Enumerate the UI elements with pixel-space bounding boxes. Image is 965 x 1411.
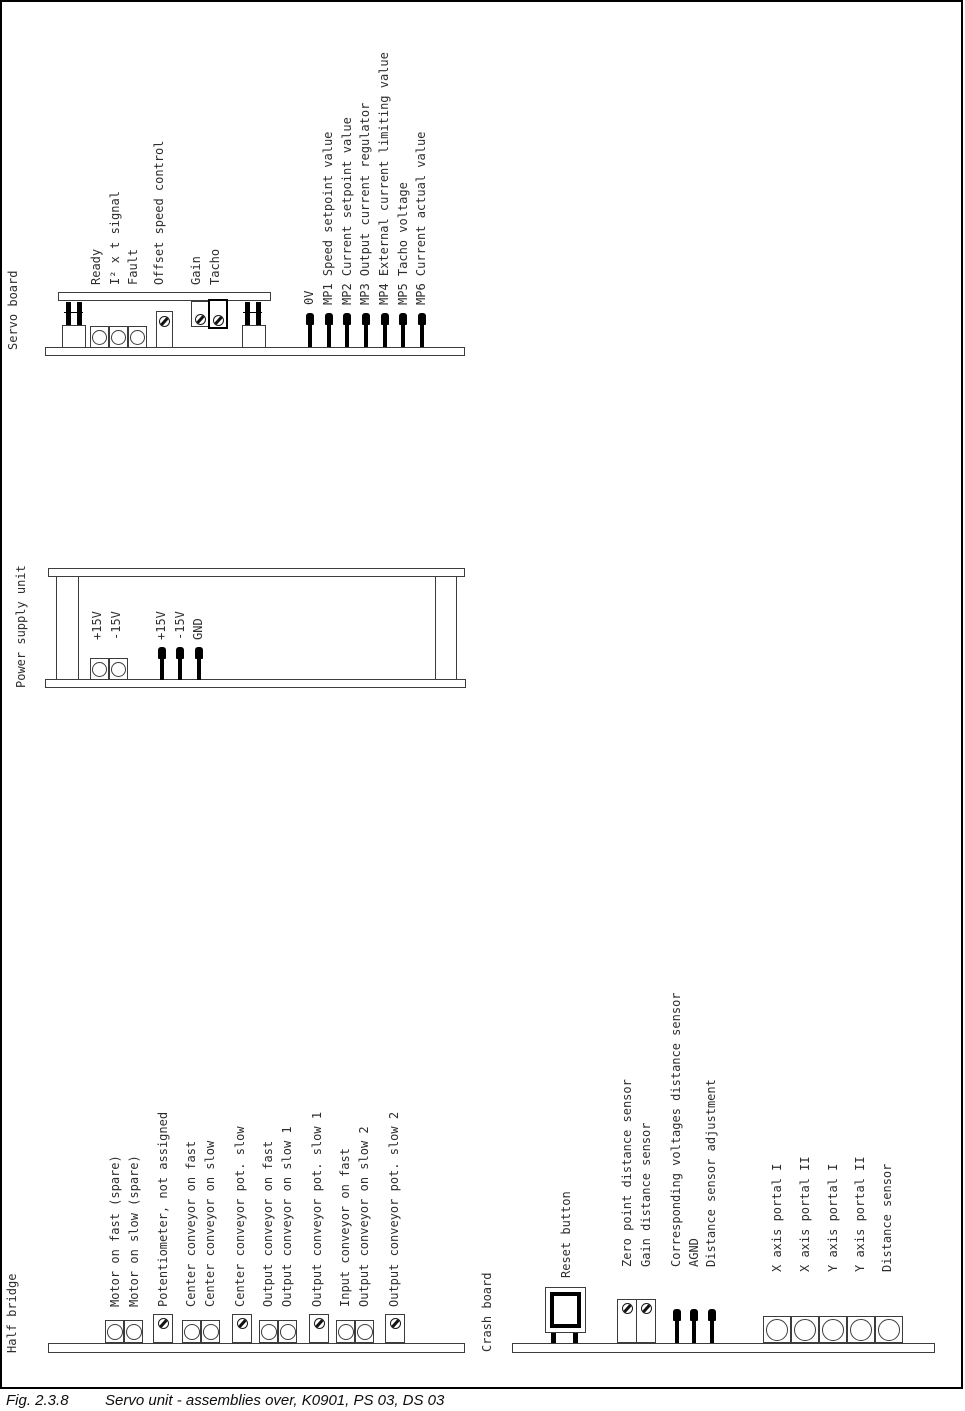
test-pin-stem: [401, 325, 405, 347]
label-zero-point-sensor: Zero point distance sensor: [620, 1079, 634, 1267]
figure-caption-label: Fig. 2.3.8: [6, 1392, 69, 1409]
test-pin-icon: [362, 313, 370, 325]
label-tacho: Tacho: [208, 248, 222, 285]
led-lens: [203, 1324, 219, 1340]
half-bridge-title: Half bridge: [5, 1273, 19, 1353]
label-output-conveyor-pot2: Output conveyor pot. slow 2: [387, 1111, 401, 1307]
led-lens: [357, 1324, 373, 1340]
label-fault: Fault: [126, 248, 140, 285]
label-tp-mp1: MP1 Speed setpoint value: [321, 131, 335, 305]
test-pin-stem: [383, 325, 387, 347]
label-center-conveyor-fast: Center conveyor on fast: [184, 1140, 198, 1307]
test-pin-stem: [308, 325, 312, 347]
led-lens: [280, 1324, 296, 1340]
test-pin-icon: [673, 1309, 681, 1321]
reset-button-leg: [573, 1333, 578, 1343]
half-bridge-base-plate: [48, 1343, 465, 1353]
label-tp-mp3: MP3 Output current regulator: [358, 102, 372, 305]
connector-crossbar: [64, 312, 83, 313]
led-lens: [111, 662, 126, 677]
led-lens: [261, 1324, 277, 1340]
led-indicator-icon: [819, 1316, 847, 1343]
potentiometer-icon: [156, 311, 173, 348]
label-pot-not-assigned: Potentiometer, not assigned: [156, 1111, 170, 1307]
led-lens: [822, 1319, 844, 1341]
led-indicator-icon: [875, 1316, 903, 1343]
label-x-axis-portal-1: X axis portal I: [770, 1163, 784, 1272]
test-pin-stem: [710, 1321, 714, 1343]
screw-slot-icon: [195, 314, 206, 325]
figure-caption-text: Servo unit - assemblies over, K0901, PS 03, DS 03: [105, 1392, 445, 1409]
label-corresponding-voltages: Corresponding voltages distance sensor: [669, 992, 683, 1267]
label-y-axis-portal-1: Y axis portal I: [826, 1163, 840, 1272]
led-indicator-icon: [791, 1316, 819, 1343]
connector-pin-icon: [256, 302, 261, 325]
connector-pin-icon: [245, 302, 250, 325]
test-pin-icon: [381, 313, 389, 325]
led-indicator-icon: [763, 1316, 791, 1343]
led-indicator-icon: [124, 1320, 143, 1343]
label-tp-mp2: MP2 Current setpoint value: [340, 117, 354, 305]
connector-pin-icon: [77, 302, 82, 325]
psu-side-column: [56, 574, 79, 681]
reset-button-leg: [551, 1333, 556, 1343]
potentiometer-icon: [232, 1314, 252, 1343]
test-pin-icon: [399, 313, 407, 325]
screw-slot-icon: [622, 1303, 633, 1314]
led-lens: [850, 1319, 872, 1341]
led-indicator-icon: [355, 1320, 374, 1343]
label-psu-pin-gnd: GND: [191, 618, 205, 640]
test-pin-icon: [708, 1309, 716, 1321]
connector-body: [242, 325, 266, 348]
screw-slot-icon: [314, 1318, 325, 1329]
label-gain-distance-sensor: Gain distance sensor: [639, 1122, 653, 1267]
led-indicator-icon: [336, 1320, 355, 1343]
servo-board-title: Servo board: [6, 270, 20, 350]
test-pin-stem: [675, 1321, 679, 1343]
label-psu-pin-m15v: -15V: [173, 611, 187, 640]
led-lens: [130, 330, 145, 345]
connector-crossbar: [243, 312, 262, 313]
label-ready: Ready: [89, 248, 103, 285]
led-lens: [107, 1324, 123, 1340]
label-motor-on-slow: Motor on slow (spare): [127, 1155, 141, 1307]
label-output-conveyor-pot1: Output conveyor pot. slow 1: [310, 1111, 324, 1307]
test-pin-stem: [178, 659, 182, 680]
potentiometer-icon: [617, 1299, 637, 1343]
led-lens: [126, 1324, 142, 1340]
label-output-conveyor-slow1: Output conveyor on slow 1: [280, 1126, 294, 1307]
screw-slot-icon: [641, 1303, 652, 1314]
test-pin-stem: [197, 659, 201, 680]
test-pin-icon: [343, 313, 351, 325]
test-pin-stem: [692, 1321, 696, 1343]
label-output-conveyor-slow2: Output conveyor on slow 2: [357, 1126, 371, 1307]
screw-slot-icon: [237, 1318, 248, 1329]
psu-base-plate: [45, 679, 466, 688]
led-indicator-icon: [128, 326, 147, 348]
reset-button-cap: [550, 1292, 581, 1328]
psu-side-column: [435, 574, 457, 681]
led-indicator-icon: [90, 326, 109, 348]
potentiometer-icon: [208, 299, 228, 329]
led-lens: [111, 330, 126, 345]
label-reset-button: Reset button: [559, 1191, 573, 1278]
led-indicator-icon: [259, 1320, 278, 1343]
label-tp-mp6: MP6 Current actual value: [414, 131, 428, 305]
label-tp-mp5: MP5 Tacho voltage: [396, 182, 410, 305]
potentiometer-icon: [385, 1314, 405, 1343]
test-pin-stem: [364, 325, 368, 347]
led-lens: [92, 330, 107, 345]
led-indicator-icon: [278, 1320, 297, 1343]
crash-base-plate: [512, 1343, 935, 1353]
led-lens: [878, 1319, 900, 1341]
potentiometer-icon: [636, 1299, 656, 1343]
led-indicator-icon: [847, 1316, 875, 1343]
label-distance-sensor-adjustment: Distance sensor adjustment: [704, 1079, 718, 1267]
screw-slot-icon: [159, 316, 170, 327]
led-lens: [766, 1319, 788, 1341]
led-indicator-icon: [201, 1320, 220, 1343]
potentiometer-icon: [191, 301, 209, 327]
led-indicator-icon: [109, 326, 128, 348]
test-pin-icon: [306, 313, 314, 325]
label-offset-speed-control: Offset speed control: [152, 140, 166, 285]
label-input-conveyor-fast: Input conveyor on fast: [338, 1148, 352, 1307]
label-agnd: AGND: [687, 1238, 701, 1267]
led-lens: [338, 1324, 354, 1340]
label-psu-led-m15v: -15V: [109, 611, 123, 640]
label-gain: Gain: [189, 256, 203, 285]
led-lens: [184, 1324, 200, 1340]
potentiometer-icon: [309, 1314, 329, 1343]
test-pin-icon: [418, 313, 426, 325]
led-lens: [92, 662, 107, 677]
test-pin-icon: [195, 647, 203, 659]
label-tp-0v: 0V: [302, 290, 316, 305]
label-tp-mp4: MP4 External current limiting value: [377, 52, 391, 305]
label-psu-pin-p15v: +15V: [154, 611, 168, 640]
potentiometer-icon: [153, 1314, 173, 1343]
crash-board-title: Crash board: [480, 1272, 494, 1352]
reset-button-symbol: [545, 1287, 586, 1333]
screw-slot-icon: [390, 1318, 401, 1329]
servo-base-plate: [45, 347, 465, 356]
led-indicator-icon: [109, 658, 128, 680]
label-psu-led-p15v: +15V: [90, 611, 104, 640]
label-i2t-signal: I² x t signal: [108, 191, 122, 285]
test-pin-stem: [327, 325, 331, 347]
led-indicator-icon: [182, 1320, 201, 1343]
label-center-conveyor-pot: Center conveyor pot. slow: [233, 1126, 247, 1307]
label-distance-sensor: Distance sensor: [880, 1163, 894, 1272]
led-indicator-icon: [90, 658, 109, 680]
connector-body: [62, 325, 86, 348]
power-supply-title: Power supply unit: [14, 565, 28, 688]
label-center-conveyor-slow: Center conveyor on slow: [203, 1140, 217, 1307]
screw-slot-icon: [213, 315, 224, 326]
label-motor-on-fast: Motor on fast (spare): [108, 1155, 122, 1307]
test-pin-icon: [158, 647, 166, 659]
servo-top-rail: [58, 292, 271, 301]
label-output-conveyor-fast: Output conveyor on fast: [261, 1140, 275, 1307]
test-pin-stem: [160, 659, 164, 680]
test-pin-icon: [325, 313, 333, 325]
connector-pin-icon: [66, 302, 71, 325]
screw-slot-icon: [158, 1318, 169, 1329]
psu-top-rail: [48, 568, 465, 577]
label-x-axis-portal-2: X axis portal II: [798, 1156, 812, 1272]
led-indicator-icon: [105, 1320, 124, 1343]
test-pin-icon: [176, 647, 184, 659]
label-y-axis-portal-2: Y axis portal II: [853, 1156, 867, 1272]
test-pin-stem: [345, 325, 349, 347]
test-pin-icon: [690, 1309, 698, 1321]
led-lens: [794, 1319, 816, 1341]
test-pin-stem: [420, 325, 424, 347]
